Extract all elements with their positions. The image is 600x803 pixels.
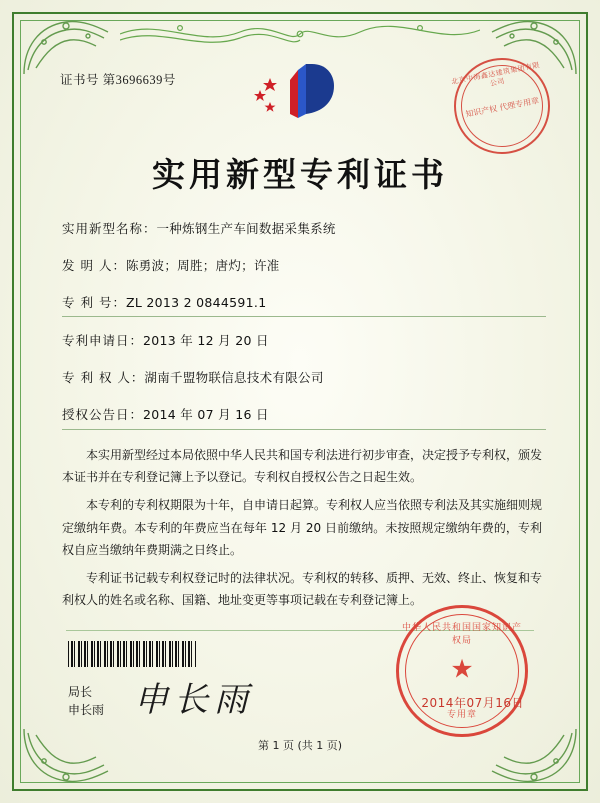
certificate-content	[44, 44, 556, 759]
agency-seal-stamp	[446, 50, 559, 163]
legal-paragraph: 本实用新型经过本局依照中华人民共和国专利法进行初步审查，决定授予专利权，颁发本证书并在专利登记簿上予以登记。专利权自授权公告之日起生效。	[62, 448, 543, 485]
field-row-patent-number	[62, 293, 546, 318]
legal-paragraph: 专利证书记载专利权登记时的法律状况。专利权的转移、质押、无效、终止、恢复和专利权人的姓名或名称、国籍、地址变更等事项记载在专利登记簿上。	[62, 570, 543, 608]
field-label: 授权公告日：	[62, 406, 144, 422]
star-icon: ★	[450, 654, 474, 684]
field-row-utility-model-name	[62, 219, 546, 239]
field-label: 发 明 人：	[62, 257, 126, 273]
field-value: 一种炼钢生产车间数据采集系统	[156, 221, 336, 236]
field-row-grant-date	[62, 405, 546, 430]
field-label: 实用新型名称：	[62, 221, 157, 236]
field-row-patentee	[62, 368, 546, 388]
signature-name-label: 申长雨	[68, 703, 105, 717]
signature-role-label: 局长	[68, 685, 93, 699]
agency-seal-mid-text: 知识产权 代理专用章	[464, 95, 540, 120]
field-row-inventors	[62, 256, 546, 276]
field-value: 陈勇波；周胜；唐灼；许准	[125, 257, 280, 273]
handwritten-signature: 申长雨	[134, 680, 254, 720]
field-value: ZL 2013 2 0844591.1	[125, 294, 267, 310]
field-value: 湖南千盟物联信息技术有限公司	[144, 370, 324, 385]
legal-paragraph: 本专利的专利权期限为十年，自申请日起算。专利权人应当依照专利法及其实施细则规定缴纳年费。本专利的年费应当在每年 12 月 20 日前缴纳。未按照规定缴纳年费的，专利权自应当缴纳年费期满之日终止。	[62, 498, 543, 557]
legal-text-block	[62, 444, 542, 617]
barcode	[68, 641, 196, 667]
patent-office-logo-icon	[240, 56, 360, 128]
page-title: 实用新型专利证书	[152, 155, 448, 194]
field-value: 2013 年 12 月 20 日	[143, 333, 269, 349]
field-label: 专 利 权 人：	[62, 370, 145, 385]
government-seal-top-text: 中华人民共和国国家知识产权局	[401, 623, 522, 646]
certificate-number: 证书号 第3696639号	[60, 73, 176, 87]
field-row-application-date	[62, 331, 546, 351]
seal-date: 2014年07月16日	[421, 696, 524, 710]
field-label: 专利申请日：	[62, 333, 144, 349]
signature-block	[68, 683, 104, 719]
government-seal-bottom-text: 专用章	[446, 710, 477, 720]
patent-fields	[62, 219, 546, 444]
agency-seal-arc-text: 北京中海鑫达建筑集团有限公司	[450, 61, 541, 88]
field-label: 专 利 号：	[62, 294, 126, 310]
government-seal-stamp	[396, 605, 528, 737]
field-value: 2014 年 07 月 16 日	[143, 406, 269, 422]
page-footer: 第 1 页 (共 1 页)	[257, 739, 343, 752]
